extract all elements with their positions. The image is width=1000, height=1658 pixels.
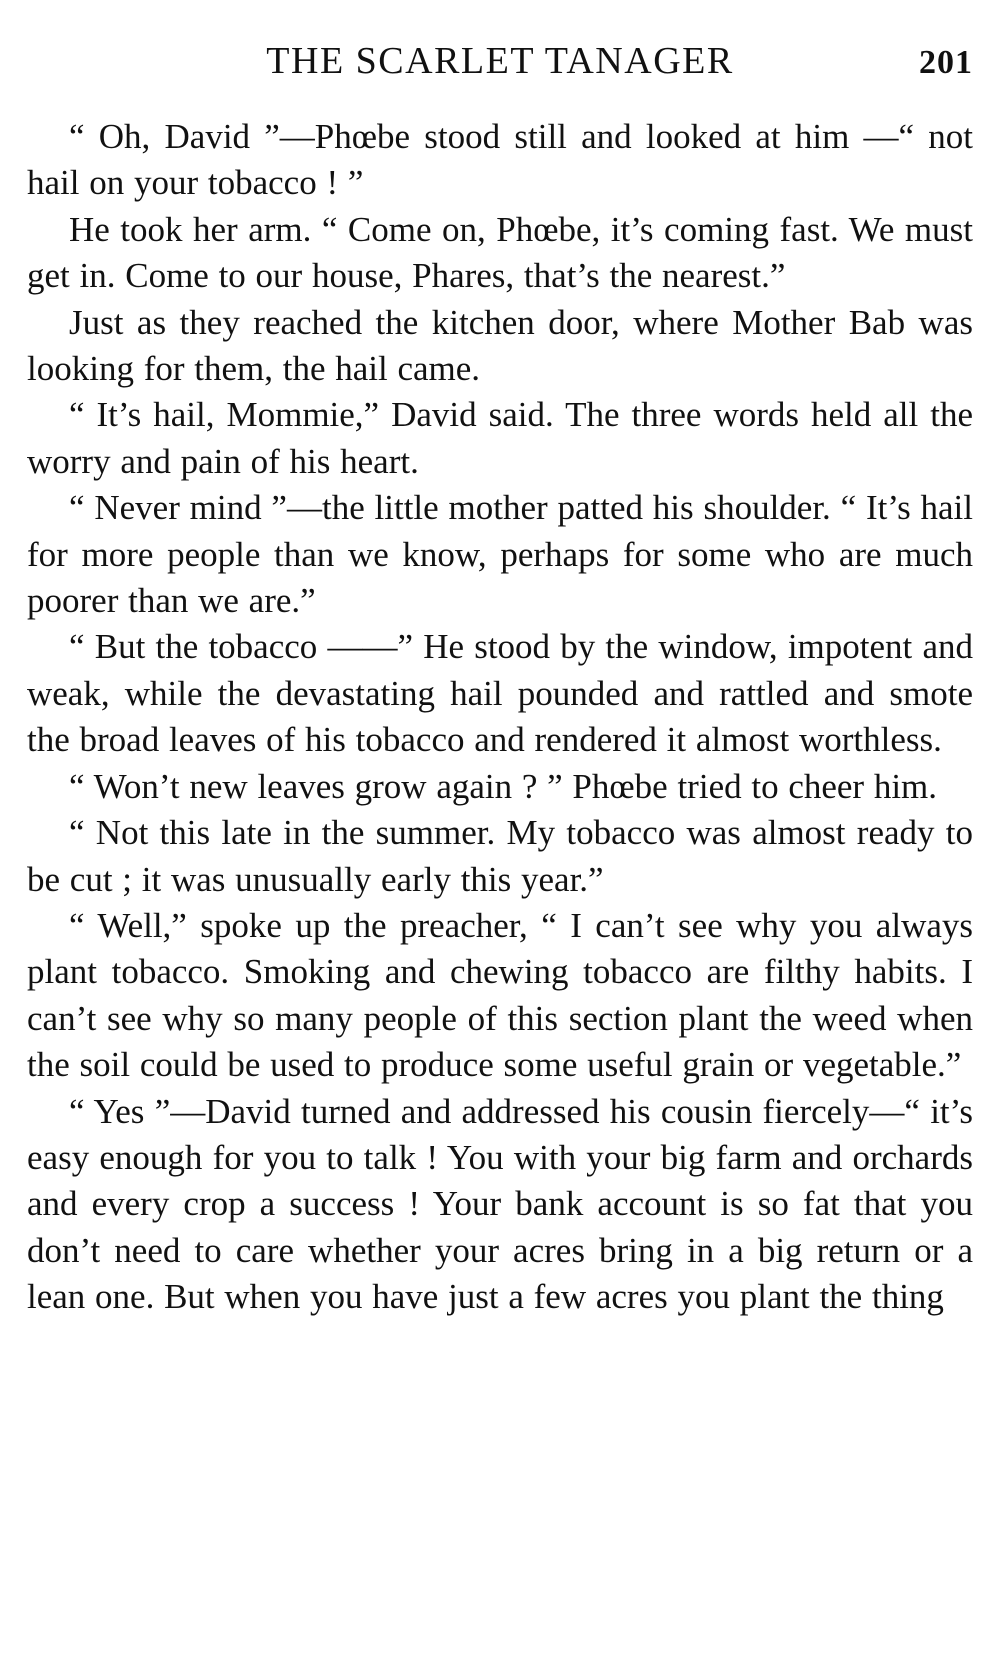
paragraph: “ Not this late in the summer. My tobacco was almost ready to be cut ; it was unusually early this year.”: [27, 813, 973, 899]
paragraph: “ It’s hail, Mommie,” David said. The three words held all the worry and pain of his heart.: [27, 395, 973, 481]
page-number: 201: [919, 44, 973, 81]
paragraph: “ But the tobacco ——” He stood by the window, impotent and weak, while the devastating hail pounded and rattled and smote the broad leaves of his tobacco and rendered it almost worthless.: [27, 627, 973, 760]
text-body: [27, 114, 973, 1321]
book-page: [27, 30, 973, 1321]
running-head: [27, 30, 973, 92]
paragraph: “ Never mind ”—the little mother patted his shoulder. “ It’s hail for more people than we know, perhaps for some who are much poorer than we are.”: [27, 488, 973, 621]
paragraph: “ Won’t new leaves grow again ? ” Phœbe tried to cheer him.: [69, 766, 938, 806]
paragraph: “ Yes ”—David turned and addressed his cousin fiercely—“ it’s easy enough for you to talk ! You with your big farm and orchards and every crop a success ! Your bank account is so fat that you don’t need to care whether your acres bring in a big return or a lean one. But when you have just a few acres you plant the thing: [27, 1091, 973, 1317]
paragraph: “ Oh, David ”—Phœbe stood still and looked at him —“ not hail on your tobacco ! ”: [27, 117, 973, 203]
running-title: THE SCARLET TANAGER: [266, 40, 734, 82]
paragraph: He took her arm. “ Come on, Phœbe, it’s coming fast. We must get in. Come to our house, Phares, that’s the nearest.”: [27, 209, 973, 296]
paragraph: “ Well,” spoke up the preacher, “ I can’t see why you always plant tobacco. Smoking and chewing tobacco are filthy habits. I can’t see why so many people of this section plant the weed when the soil could be used to produce some useful grain or vegetable.”: [27, 905, 973, 1085]
paragraph: Just as they reached the kitchen door, where Mother Bab was looking for them, the hail came.: [27, 302, 973, 389]
